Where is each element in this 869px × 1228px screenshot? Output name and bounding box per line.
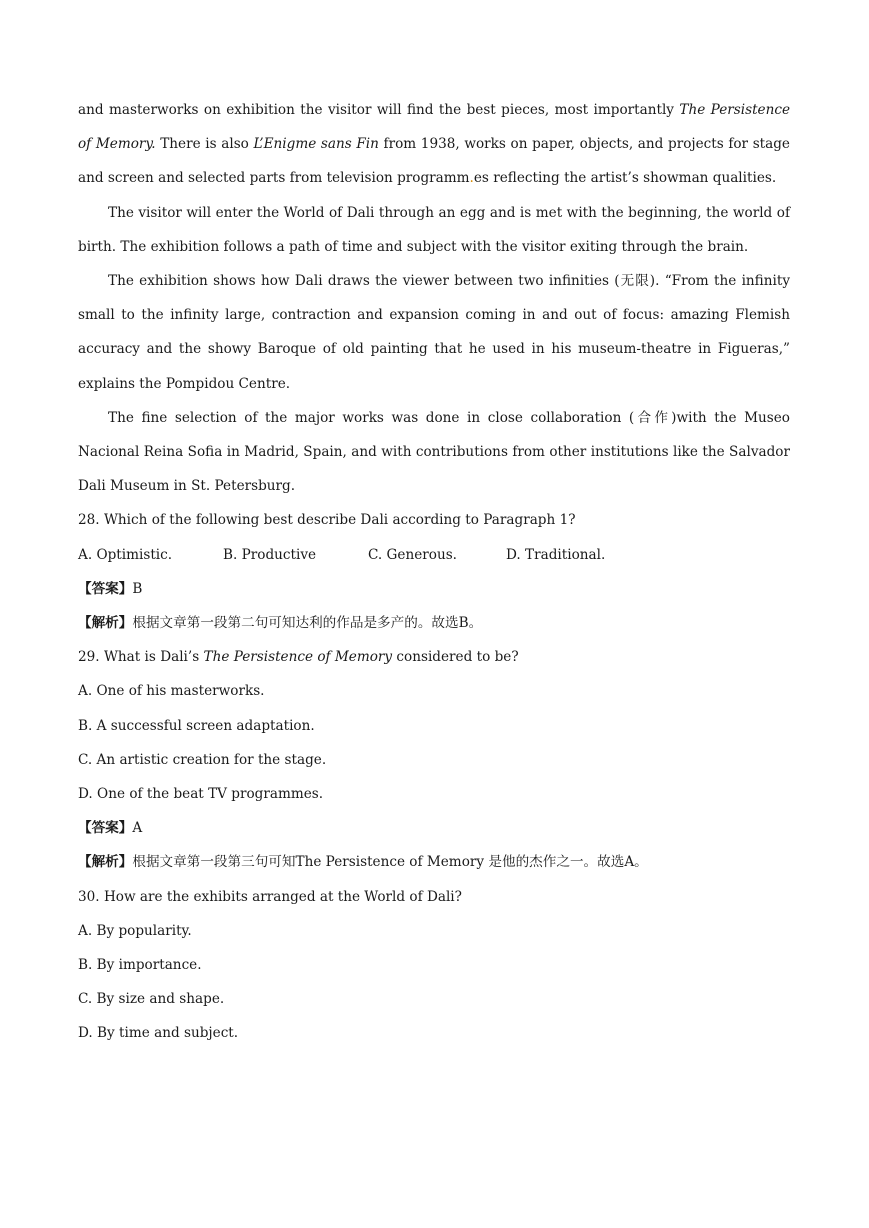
- analysis-text: 根据文章第一段第二句可知达利的作品是多产的。故选B。: [132, 615, 483, 632]
- paragraph-2: The visitor will enter the World of Dali through an egg and is met with the beginning, the world of birth. The exhibition follows a path of time and subject with the visitor exiting through the brain.: [78, 204, 790, 255]
- question-28: 28. Which of the following best describe Dali according to Paragraph 1?: [78, 512, 576, 529]
- answer-28: [78, 572, 790, 606]
- question-28-options: [78, 538, 790, 572]
- option-c: C. By size and shape.: [78, 991, 225, 1008]
- option-d: D. One of the beat TV programmes.: [78, 786, 324, 803]
- analysis-28: [78, 606, 790, 640]
- option-d: D. By time and subject.: [78, 1025, 239, 1042]
- answer-label: 【答案】: [78, 820, 133, 837]
- paragraph-4: The fine selection of the major works was done in close collaboration (合作)with the Museo Nacional Reina Sofia in Madrid, Spain, and with contributions from other institutions like the Salvador Dali Museum in St. Petersburg.: [78, 409, 790, 495]
- answer-value: A: [132, 820, 143, 837]
- artwork-title: The Persistence of Memory.: [78, 102, 790, 153]
- option-c: C. Generous.: [368, 546, 457, 563]
- option-a: A. Optimistic.: [78, 546, 173, 563]
- analysis-label: 【解析】: [78, 854, 133, 871]
- document-body: [78, 93, 790, 1051]
- question-29: [78, 640, 790, 674]
- paragraph-3: The exhibition shows how Dali draws the viewer between two infinities (无限). “From the infinity small to the infinity large, contraction and expansion coming in and out of focus: amazing Flemish accuracy and the showy Baroque of old painting that he used in his museum-theatre in Figueras,” explains the Pompidou Centre.: [78, 273, 790, 392]
- option-a: A. By popularity.: [78, 922, 192, 939]
- text-run: considered to be?: [392, 649, 519, 666]
- option-d: D. Traditional.: [506, 546, 606, 563]
- text-run: es reflecting the artist’s showman qualities.: [473, 170, 777, 187]
- option-b: B. By importance.: [78, 957, 202, 974]
- option-c: C. An artistic creation for the stage.: [78, 751, 327, 768]
- text-run: 29. What is Dali’s: [78, 649, 204, 666]
- paragraph-1: [78, 93, 790, 196]
- analysis-text: 根据文章第一段第三句可知The Persistence of Memory 是他的杰作之一。故选A。: [132, 854, 648, 871]
- text-run: There is also: [155, 136, 254, 153]
- answer-label: 【答案】: [78, 580, 133, 597]
- artwork-title: The Persistence of Memory: [203, 649, 393, 666]
- text-run: and masterworks on exhibition the visitor will find the best pieces, most importantly: [78, 102, 680, 118]
- option-b: B. Productive: [223, 546, 317, 563]
- analysis-label: 【解析】: [78, 615, 133, 632]
- option-b: B. A successful screen adaptation.: [78, 717, 315, 734]
- artwork-title: L’Enigme sans Fin: [253, 136, 379, 153]
- text-run: from 1938, works on paper, objects, and projects for stage and screen and selected parts from television programm: [78, 136, 790, 187]
- answer-value: B: [132, 580, 143, 597]
- question-30: 30. How are the exhibits arranged at the World of Dali?: [78, 888, 462, 905]
- option-a: A. One of his masterworks.: [78, 683, 265, 700]
- analysis-29: [78, 845, 790, 879]
- stray-mark: .: [469, 170, 474, 187]
- answer-29: [78, 811, 790, 845]
